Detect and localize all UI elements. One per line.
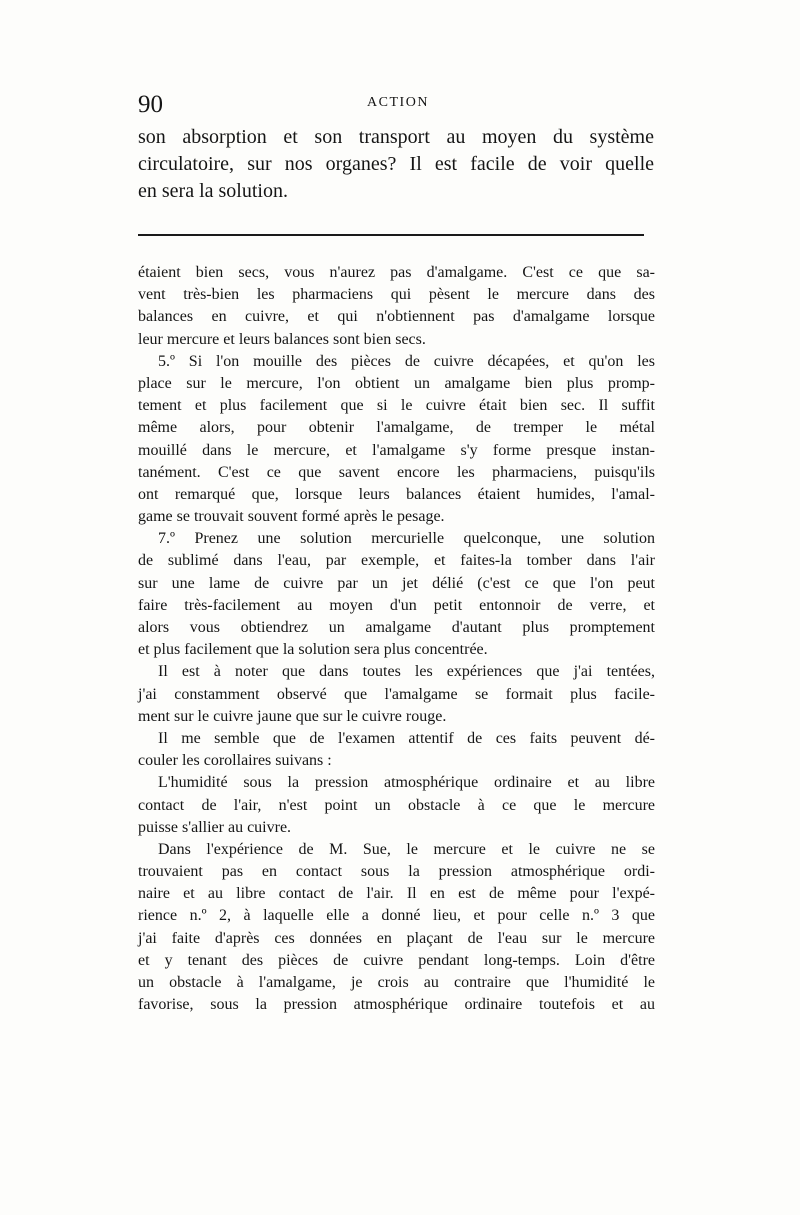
text-line: circulatoire, sur nos organes? Il est facile de voir quelle [138, 153, 654, 175]
text-line: game se trouvait souvent formé après le pesage. [138, 508, 445, 526]
text-line: contact de l'air, n'est point un obstacle à ce que le mercure [138, 796, 655, 814]
horizontal-rule [138, 234, 644, 236]
text-line: Il est à noter que dans toutes les expériences que j'ai tentées, [158, 663, 655, 681]
text-line: balances en cuivre, et qui n'obtiennent pas d'amalgame lorsque [138, 308, 655, 326]
text-line: Il me semble que de l'examen attentif de ces faits peuvent dé- [158, 729, 655, 747]
running-head [138, 90, 658, 120]
text-line: faire très-facilement au moyen d'un petit entonnoir de verre, et [138, 596, 655, 614]
text-line: de sublimé dans l'eau, par exemple, et faites-la tomber dans l'air [138, 552, 655, 570]
body-text [138, 262, 655, 1016]
top-paragraph [138, 124, 654, 205]
text-line: tanément. C'est ce que savent encore les pharmaciens, puisqu'ils [138, 463, 655, 481]
text-line: puisse s'allier au cuivre. [138, 818, 292, 836]
text-line: naire et au libre contact de l'air. Il en est de même pour l'expé- [138, 885, 655, 903]
text-line: son absorption et son transport au moyen du système [138, 126, 654, 148]
running-title: ACTION [367, 95, 429, 110]
text-line: et plus facilement que la solution sera plus concentrée. [138, 641, 488, 659]
text-line: trouvaient pas en contact sous la pression atmosphérique ordi- [138, 863, 655, 881]
text-line: couler les corollaires suivans : [138, 752, 332, 770]
text-line: favorise, sous la pression atmosphérique ordinaire toutefois et au [138, 996, 655, 1014]
text-line: vent très-bien les pharmaciens qui pèsent le mercure dans des [138, 286, 655, 304]
text-line: rience n.º 2, à laquelle elle a donné lieu, et pour celle n.º 3 que [138, 907, 655, 925]
text-line: 7.º Prenez une solution mercurielle quelconque, une solution [158, 530, 655, 548]
text-line: ment sur le cuivre jaune que sur le cuivre rouge. [138, 707, 447, 725]
text-line: un obstacle à l'amalgame, je crois au contraire que l'humidité le [138, 974, 655, 991]
text-line: place sur le mercure, l'on obtient un amalgame bien plus promp- [138, 374, 655, 392]
text-line: étaient bien secs, vous n'aurez pas d'amalgame. C'est ce que sa- [138, 264, 655, 281]
text-line: tement et plus facilement que si le cuivre était bien sec. Il suffit [138, 397, 655, 415]
text-line: et y tenant des pièces de cuivre pendant long-temps. Loin d'être [138, 951, 655, 969]
text-line: mouillé dans le mercure, et l'amalgame s'y forme presque instan- [138, 441, 655, 459]
text-line: 5.º Si l'on mouille des pièces de cuivre décapées, et qu'on les [158, 352, 655, 370]
text-line: alors vous obtiendrez un amalgame d'autant plus promptement [138, 619, 655, 636]
page-number: 90 [138, 91, 163, 118]
text-line: en sera la solution. [138, 180, 288, 202]
text-line: L'humidité sous la pression atmosphérique ordinaire et au libre [158, 774, 655, 792]
text-line: ont remarqué que, lorsque leurs balances étaient humides, l'amal- [138, 485, 655, 503]
text-line: sur une lame de cuivre par un jet délié (c'est ce que l'on peut [138, 574, 655, 592]
text-line: même alors, pour obtenir l'amalgame, de tremper le métal [138, 419, 655, 437]
text-line: j'ai faite d'après ces données en plaçant de l'eau sur le mercure [138, 929, 655, 947]
text-line: j'ai constamment observé que l'amalgame se formait plus facile- [138, 685, 655, 703]
text-line: Dans l'expérience de M. Sue, le mercure et le cuivre ne se [158, 840, 655, 858]
text-line: leur mercure et leurs balances sont bien secs. [138, 330, 426, 348]
